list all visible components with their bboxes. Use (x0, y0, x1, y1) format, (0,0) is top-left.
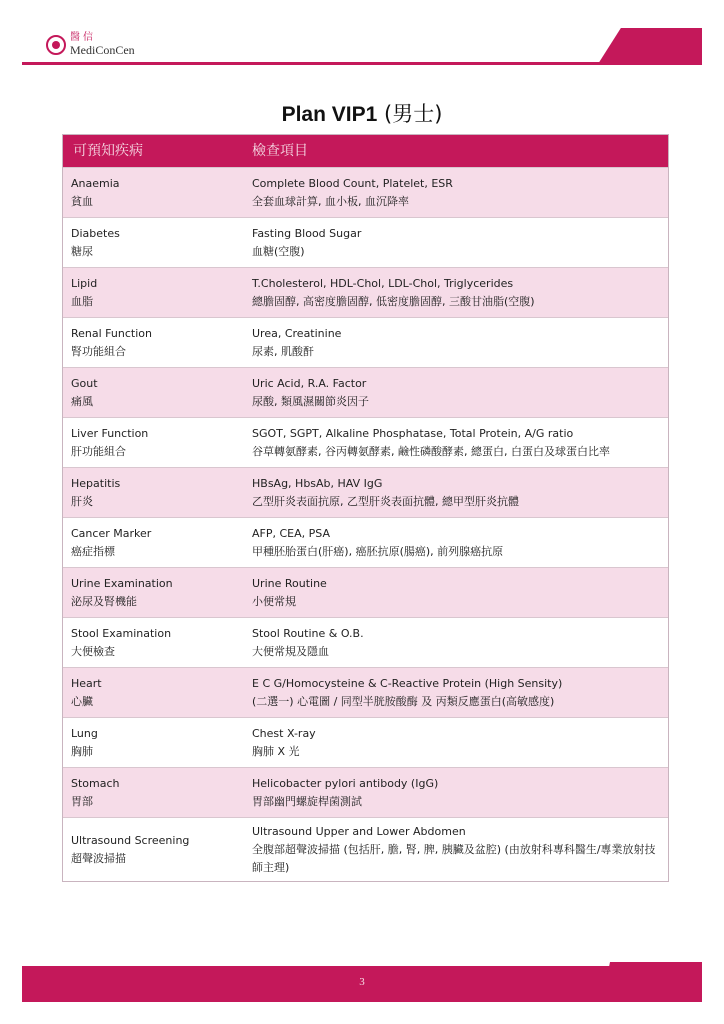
table-row (63, 217, 668, 267)
header-accent-tab (598, 28, 702, 64)
test-english: T.Cholesterol, HDL-Chol, LDL-Chol, Triglycerides (252, 276, 514, 290)
test-cell (252, 175, 668, 211)
table-row (63, 367, 668, 417)
logo-english-text: MediConCen (70, 42, 135, 57)
test-english: Uric Acid, R.A. Factor (252, 376, 367, 390)
page-title (0, 98, 724, 128)
test-cell (252, 375, 668, 411)
checkup-table (62, 134, 669, 882)
disease-cell (63, 375, 252, 411)
table-row (63, 617, 668, 667)
table-row (63, 767, 668, 817)
disease-cell (63, 725, 252, 761)
disease-chinese: 大便檢查 (71, 644, 115, 658)
disease-cell (63, 425, 252, 461)
disease-cell (63, 175, 252, 211)
disease-chinese: 肝炎 (71, 494, 93, 508)
disease-cell (63, 325, 252, 361)
test-cell (252, 823, 668, 877)
disease-cell (63, 675, 252, 711)
disease-english: Urine Examination (71, 576, 173, 590)
test-chinese: 小便常規 (252, 594, 296, 608)
table-row (63, 417, 668, 467)
test-chinese: 甲種胚胎蛋白(肝癌), 癌胚抗原(腸癌), 前列腺癌抗原 (252, 544, 504, 558)
disease-chinese: 泌尿及腎機能 (71, 594, 137, 608)
disease-english: Hepatitis (71, 476, 121, 490)
test-chinese: 胸肺 X 光 (252, 744, 300, 758)
test-chinese: 血糖(空腹) (252, 244, 305, 258)
test-chinese: 全腹部超聲波掃描 (包括肝, 膽, 腎, 脾, 胰臟及盆腔) (由放射科專科醫生/專業放射技師主理) (252, 842, 656, 874)
plan-gender: (男士) (384, 102, 443, 126)
test-english: AFP, CEA, PSA (252, 526, 330, 540)
table-row (63, 467, 668, 517)
test-chinese: 谷草轉氨酵素, 谷丙轉氨酵素, 鹼性磷酸酵素, 總蛋白, 白蛋白及球蛋白比率 (252, 444, 610, 458)
test-cell (252, 775, 668, 811)
disease-chinese: 腎功能組合 (71, 344, 126, 358)
test-english: E C G/Homocysteine & C-Reactive Protein (High Sensity) (252, 676, 563, 690)
disease-english: Diabetes (71, 226, 120, 240)
disease-chinese: 心臟 (71, 694, 93, 708)
test-cell (252, 425, 668, 461)
test-chinese: 胃部幽門螺旋桿菌測試 (252, 794, 362, 808)
disease-cell (63, 832, 252, 868)
disease-english: Lung (71, 726, 98, 740)
table-row (63, 667, 668, 717)
test-cell (252, 525, 668, 561)
test-cell (252, 725, 668, 761)
disease-cell (63, 525, 252, 561)
plan-name: Plan VIP1 (281, 103, 378, 126)
disease-chinese: 癌症指標 (71, 544, 115, 558)
disease-cell (63, 575, 252, 611)
logo (46, 33, 135, 56)
disease-chinese: 貧血 (71, 194, 93, 208)
table-header (63, 135, 668, 167)
disease-cell (63, 625, 252, 661)
disease-chinese: 血脂 (71, 294, 93, 308)
test-cell (252, 225, 668, 261)
disease-cell (63, 775, 252, 811)
header-test: 檢查項目 (252, 143, 308, 159)
test-chinese: (二選一) 心電圖 / 同型半胱胺酸酶 及 丙類反應蛋白(高敏感度) (252, 694, 555, 708)
test-chinese: 乙型肝炎表面抗原, 乙型肝炎表面抗體, 總甲型肝炎抗體 (252, 494, 519, 508)
header-divider (22, 62, 702, 65)
disease-english: Anaemia (71, 176, 120, 190)
test-english: Helicobacter pylori antibody (IgG) (252, 776, 439, 790)
test-chinese: 全套血球計算, 血小板, 血沉降率 (252, 194, 409, 208)
test-english: HBsAg, HbsAb, HAV IgG (252, 476, 383, 490)
disease-english: Ultrasound Screening (71, 833, 190, 847)
disease-chinese: 痛風 (71, 394, 93, 408)
disease-cell (63, 475, 252, 511)
test-cell (252, 575, 668, 611)
disease-chinese: 肝功能組合 (71, 444, 126, 458)
test-english: Urine Routine (252, 576, 327, 590)
test-english: Ultrasound Upper and Lower Abdomen (252, 824, 466, 838)
test-chinese: 尿酸, 類風濕關節炎因子 (252, 394, 369, 408)
test-cell (252, 325, 668, 361)
test-english: SGOT, SGPT, Alkaline Phosphatase, Total Protein, A/G ratio (252, 426, 574, 440)
table-row (63, 317, 668, 367)
disease-english: Renal Function (71, 326, 152, 340)
disease-chinese: 胃部 (71, 794, 93, 808)
header-disease: 可預知疾病 (73, 143, 143, 159)
test-english: Stool Routine & O.B. (252, 626, 364, 640)
disease-english: Liver Function (71, 426, 149, 440)
test-cell (252, 675, 668, 711)
test-english: Complete Blood Count, Platelet, ESR (252, 176, 453, 190)
disease-english: Gout (71, 376, 98, 390)
test-english: Chest X-ray (252, 726, 316, 740)
disease-english: Cancer Marker (71, 526, 152, 540)
table-row (63, 717, 668, 767)
test-chinese: 總膽固醇, 高密度膽固醇, 低密度膽固醇, 三酸甘油脂(空腹) (252, 294, 535, 308)
logo-mark-icon (46, 35, 66, 55)
page-number: 3 (359, 976, 365, 988)
disease-chinese: 胸肺 (71, 744, 93, 758)
table-row (63, 517, 668, 567)
table-row (63, 567, 668, 617)
disease-english: Lipid (71, 276, 98, 290)
test-english: Urea, Creatinine (252, 326, 342, 340)
test-cell (252, 475, 668, 511)
disease-chinese: 超聲波掃描 (71, 851, 126, 865)
logo-chinese-text: 醫信 (70, 32, 96, 43)
table-row (63, 817, 668, 881)
test-english: Fasting Blood Sugar (252, 226, 362, 240)
disease-english: Heart (71, 676, 102, 690)
test-chinese: 大便常規及隱血 (252, 644, 329, 658)
test-cell (252, 275, 668, 311)
disease-cell (63, 225, 252, 261)
disease-english: Stomach (71, 776, 120, 790)
test-cell (252, 625, 668, 661)
table-row (63, 167, 668, 217)
disease-english: Stool Examination (71, 626, 172, 640)
disease-chinese: 糖尿 (71, 244, 93, 258)
table-row (63, 267, 668, 317)
disease-cell (63, 275, 252, 311)
test-chinese: 尿素, 肌酸酐 (252, 344, 314, 358)
